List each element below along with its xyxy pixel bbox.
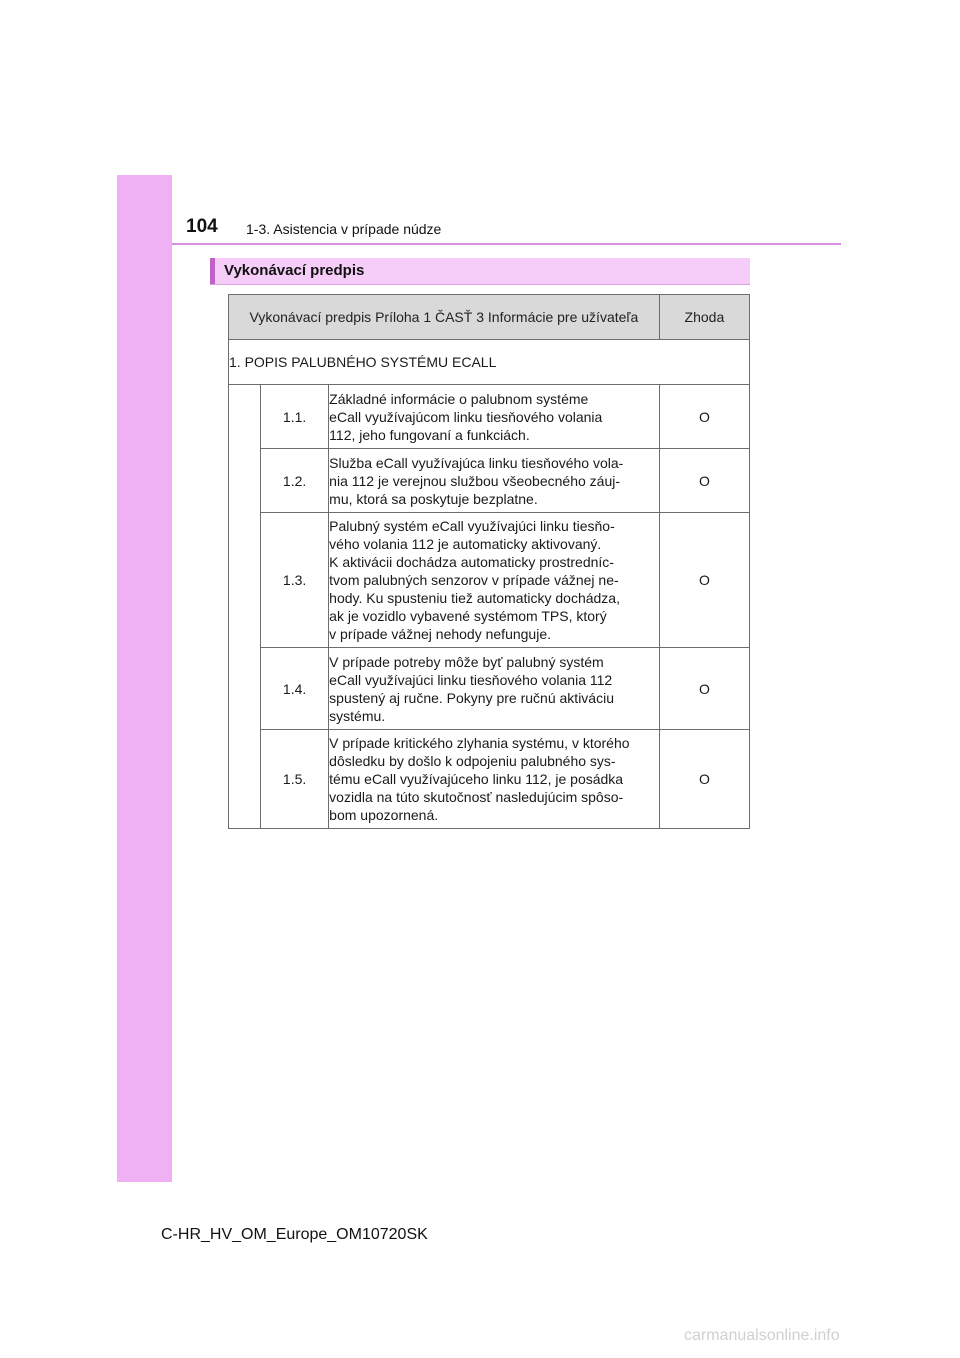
table-row	[229, 730, 750, 829]
watermark: carmanualsonline.info	[684, 1327, 840, 1344]
desc-line: ak je vozidlo vybavené systémom TPS, ktorý	[329, 608, 607, 624]
desc-line: hody. Ku spusteniu tiež automaticky dochádza,	[329, 590, 620, 606]
row-number: 1.1.	[261, 385, 329, 449]
desc-line: nia 112 je verejnou službou všeobecného záuj-	[329, 472, 620, 489]
section-heading-bar	[210, 258, 750, 285]
row-number: 1.4.	[261, 648, 329, 730]
desc-line: bom upozornená.	[329, 807, 439, 823]
row-description	[329, 449, 660, 513]
desc-line: dôsledku by došlo k odpojeniu palubného sys-	[329, 753, 616, 769]
desc-line: Základné informácie o palubnom systéme	[329, 390, 589, 407]
section-row	[229, 340, 750, 385]
row-description	[329, 730, 660, 829]
desc-line: eCall využívajúci linku tiesňového volania 112	[329, 671, 613, 688]
indent-cell	[229, 385, 261, 829]
section-row-label: 1. POPIS PALUBNÉHO SYSTÉMU ECALL	[229, 340, 750, 385]
section-title: Vykonávací predpis	[224, 262, 365, 279]
row-number: 1.3.	[261, 513, 329, 648]
row-description	[329, 385, 660, 449]
table-header-row	[229, 295, 750, 340]
header-divider	[172, 243, 841, 245]
table-row	[229, 648, 750, 730]
row-compliance: O	[659, 449, 749, 513]
desc-line: v prípade vážnej nehody nefunguje.	[329, 626, 552, 642]
table-row	[229, 449, 750, 513]
desc-line: vého volania 112 je automaticky aktivovaný.	[329, 536, 602, 552]
row-description	[329, 513, 660, 648]
row-number: 1.2.	[261, 449, 329, 513]
desc-line: K aktivácii dochádza automaticky prostredníc-	[329, 554, 614, 570]
side-tab-band	[117, 175, 172, 1182]
desc-line: V prípade potreby môže byť palubný systém	[329, 653, 604, 670]
desc-line: Palubný systém eCall využívajúci linku tiesňo-	[329, 518, 615, 534]
column-header-zhoda: Zhoda	[659, 295, 749, 340]
desc-line: tvom palubných senzorov v prípade vážnej ne-	[329, 572, 619, 588]
page-number: 104	[186, 216, 218, 237]
desc-line: tému eCall využívajúceho linku 112, je posádka	[329, 771, 624, 787]
row-compliance: O	[659, 385, 749, 449]
row-number: 1.5.	[261, 730, 329, 829]
column-header-requirement: Vykonávací predpis Príloha 1 ČASŤ 3 Informácie pre užívateľa	[229, 295, 660, 340]
desc-line: eCall využívajúcom linku tiesňového volania	[329, 408, 603, 425]
table-row	[229, 513, 750, 648]
desc-line: vozidla na túto skutočnosť nasledujúcim spôso-	[329, 789, 624, 805]
desc-line: mu, ktorá sa poskytuje bezplatne.	[329, 490, 538, 507]
section-accent-marker	[210, 258, 215, 284]
desc-line: spustený aj ručne. Pokyny pre ručnú aktiváciu	[329, 689, 614, 706]
document-code: C-HR_HV_OM_Europe_OM10720SK	[161, 1226, 428, 1243]
row-compliance: O	[659, 730, 749, 829]
desc-line: V prípade kritického zlyhania systému, v ktorého	[329, 735, 630, 751]
desc-line: systému.	[329, 707, 386, 724]
desc-line: Služba eCall využívajúca linku tiesňového vola-	[329, 454, 624, 471]
regulation-table	[228, 294, 750, 829]
row-description	[329, 648, 660, 730]
row-compliance: O	[659, 648, 749, 730]
table-row	[229, 385, 750, 449]
row-compliance: O	[659, 513, 749, 648]
desc-line: 112, jeho fungovaní a funkciách.	[329, 426, 530, 443]
chapter-title: 1-3. Asistencia v prípade núdze	[246, 221, 442, 237]
